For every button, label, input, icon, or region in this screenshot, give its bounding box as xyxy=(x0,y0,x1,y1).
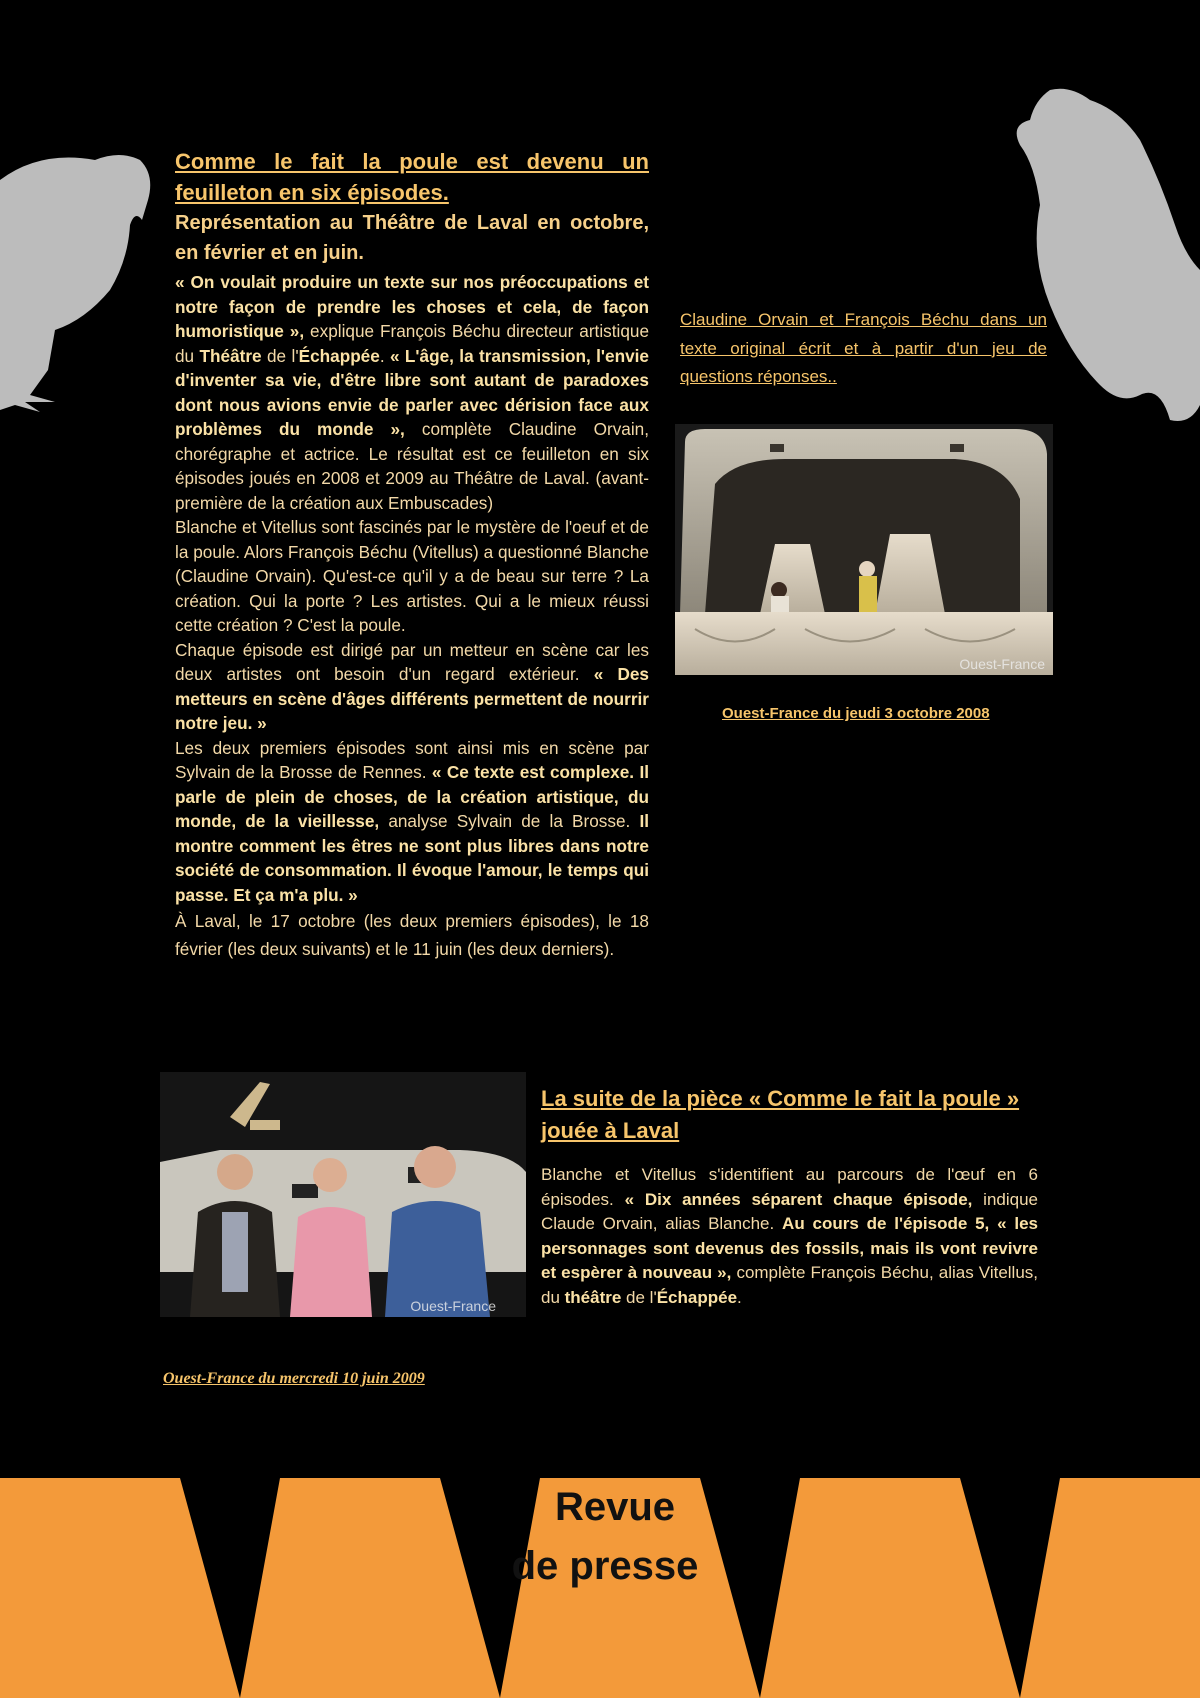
text-segment: théâtre xyxy=(564,1287,622,1307)
text-segment: Il montre comment les êtres ne sont plus libres dans notre société de consommation. Il évoque l'amour, le temps qui passe. Et ça m'a plu. » xyxy=(175,811,650,905)
banner-title-line1: Revue xyxy=(554,1485,676,1529)
article-paragraph-1 xyxy=(175,270,649,515)
photo2-source: Ouest-France du mercredi 10 juin 2009 xyxy=(163,1370,425,1387)
text-segment: . xyxy=(379,345,390,366)
article-title: Comme le fait la poule est devenu un feuilleton en six épisodes. xyxy=(175,149,649,205)
text-segment: de l' xyxy=(621,1287,657,1307)
photo-three-people xyxy=(160,1072,526,1317)
text-segment: explique François Béchu directeur artistique du xyxy=(175,321,650,366)
text-segment: « Dix années séparent chaque épisode, xyxy=(624,1189,973,1209)
banner-title-line2: de presse xyxy=(511,1544,699,1588)
article-paragraph-3 xyxy=(175,638,649,736)
text-segment: de l' xyxy=(261,345,299,366)
photo1-caption: Claudine Orvain et François Béchu dans un texte original écrit et à partir d'un jeu de questions réponses.. xyxy=(680,310,1047,386)
text-segment: « On voulait produire un texte sur nos préoccupations et notre façon de prendre les choses et cela, de façon humoristique », xyxy=(175,272,649,341)
text-segment: Chaque épisode est dirigé par un metteur en scène car les deux artistes ont besoin d'un regard extérieur. xyxy=(175,639,649,684)
article-second xyxy=(541,1083,1038,1310)
photo1-watermark: Ouest-France xyxy=(959,656,1045,672)
photo2-watermark: Ouest-France xyxy=(410,1298,496,1314)
photo-stage-set xyxy=(675,424,1053,675)
text-segment: Théâtre xyxy=(199,345,262,366)
text-segment: « L'âge, la transmission, l'envie d'inventer sa vie, d'être libre sont autant de paradoxes dont nous avions envie de parler avec dérision face aux problèmes du monde », xyxy=(175,345,649,439)
text-segment: « Ce texte est complexe. Il parle de plein de choses, de la création artistique, du monde, de la vieillesse, xyxy=(175,762,649,831)
article2-title: La suite de la pièce « Comme le fait la poule » jouée à Laval xyxy=(541,1086,1020,1143)
article2-body xyxy=(541,1163,1038,1310)
text-segment: . xyxy=(737,1287,742,1307)
text-segment: Les deux premiers épisodes sont ainsi mis en scène par Sylvain de la Brosse de Rennes. xyxy=(175,737,649,782)
article-subtitle: Représentation au Théâtre de Laval en octobre, en février et en juin. xyxy=(175,212,649,264)
photo1-source: Ouest-France du jeudi 3 octobre 2008 xyxy=(722,705,990,722)
text-segment: complète François Béchu, alias Vitellus, du xyxy=(541,1263,1038,1307)
text-segment: Échappée xyxy=(298,345,380,366)
text-segment: indique Claude Orvain, alias Blanche. xyxy=(541,1189,1038,1233)
text-segment: Blanche et Vitellus s'identifient au parcours de l'œuf en 6 épisodes. xyxy=(541,1165,1038,1209)
banner-title xyxy=(511,1478,715,1596)
article-paragraph-2: Blanche et Vitellus sont fascinés par le mystère de l'oeuf et de la poule. Alors François Béchu (Vitellus) a questionné Blanche (Claudine Orvain). Qu'est-ce qu'il y a de beau sur terre ? La création. Qui la porte ? Les artistes. Qui a le mieux réussi cette création ? C'est la poule. xyxy=(175,517,649,635)
text-segment: complète Claudine Orvain, chorégraphe et actrice. Le résultat est ce feuilleton en six épisodes joués en 2008 et 2009 au Théâtre de Laval. (avant-première de la création aux Embuscades) xyxy=(175,419,650,513)
hen-silhouette-left-icon xyxy=(0,140,160,420)
text-segment: Échappée xyxy=(656,1287,738,1307)
article-paragraph-5: À Laval, le 17 octobre (les deux premiers épisodes), le 18 février (les deux suivants) et le 11 juin (les deux derniers). xyxy=(175,911,649,959)
article-paragraph-4 xyxy=(175,736,649,908)
text-segment: « Des metteurs en scène d'âges différents permettent de nourrir notre jeu. » xyxy=(175,664,649,733)
text-segment: analyse Sylvain de la Brosse. xyxy=(379,811,640,831)
article-main xyxy=(175,146,649,963)
text-segment: Au cours de l'épisode 5, « les personnages sont devenus des fossils, mais ils vont revivre et espèrer à nouveau », xyxy=(541,1214,1038,1282)
